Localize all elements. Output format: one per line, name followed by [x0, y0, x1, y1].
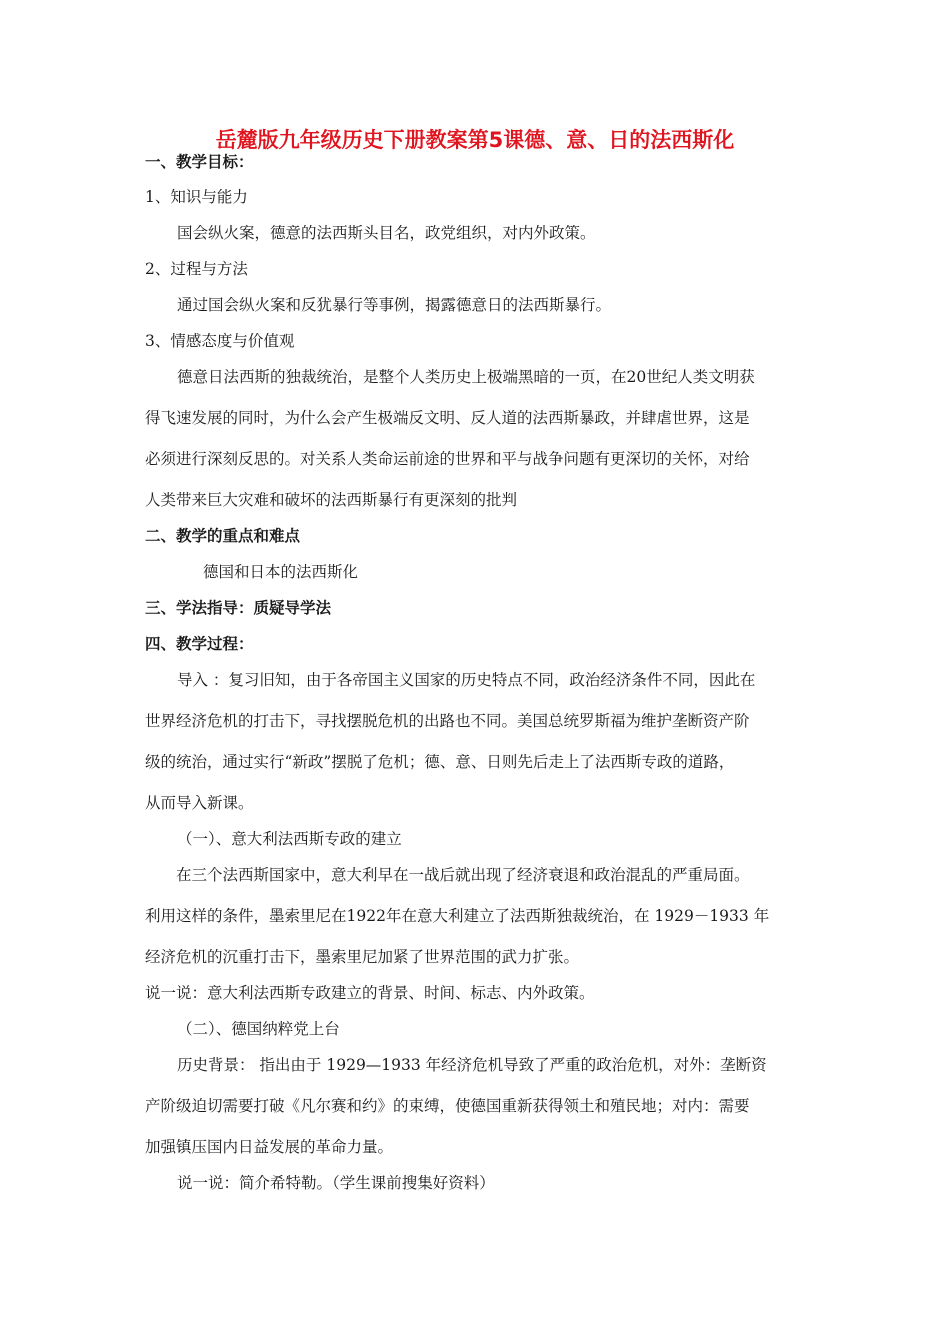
heading-teaching-goals: 一、教学目标：	[145, 153, 254, 171]
paragraph: 通过国会纵火案和反犹暴行等事例，揭露德意日的法西斯暴行。	[177, 296, 612, 314]
paragraph-line: 从而导入新课。	[145, 794, 254, 812]
paragraph-line: 说一说：简介希特勒。（学生课前搜集好资料）	[177, 1174, 495, 1192]
heading-study-method: 三、学法指导：质疑导学法	[145, 599, 332, 617]
subheading-germany: （二）、德国纳粹党上台	[177, 1020, 340, 1038]
subheading-process: 2、过程与方法	[145, 260, 248, 278]
paragraph-line: 说一说：意大利法西斯专政建立的背景、时间、标志、内外政策。	[145, 984, 595, 1002]
document-title: 岳麓版九年级历史下册教案第5课德、意、日的法西斯化	[215, 128, 735, 152]
paragraph-line: 人类带来巨大灾难和破坏的法西斯暴行有更深刻的批判	[145, 491, 518, 509]
paragraph-line: 必须进行深刻反思的。对关系人类命运前途的世界和平与战争问题有更深切的关怀，对给	[145, 450, 750, 468]
paragraph-line: 世界经济危机的打击下，寻找摆脱危机的出路也不同。美国总统罗斯福为维护垄断资产阶	[145, 712, 750, 730]
paragraph-line: 历史背景： 指出由于 1929—1933 年经济危机导致了严重的政治危机，对外：垄断资	[177, 1056, 767, 1074]
subheading-values: 3、情感态度与价值观	[145, 332, 295, 350]
paragraph: 德国和日本的法西斯化	[203, 563, 359, 581]
paragraph-line: 经济危机的沉重打击下，墨索里尼加紧了世界范围的武力扩张。	[145, 948, 580, 966]
paragraph-line: 级的统治，通过实行“新政”摆脱了危机；德、意、日则先后走上了法西斯专政的道路，	[145, 753, 735, 771]
paragraph-line: 导入 ：复习旧知，由于各帝国主义国家的历史特点不同，政治经济条件不同，因此在	[177, 671, 756, 689]
paragraph-line: 得飞速发展的同时，为什么会产生极端反文明、反人道的法西斯暴政，并肆虐世界，这是	[145, 409, 750, 427]
subheading-italy: （一）、意大利法西斯专政的建立	[177, 830, 402, 848]
heading-key-points: 二、教学的重点和难点	[145, 527, 301, 545]
paragraph: 国会纵火案，德意的法西斯头目名，政党组织，对内外政策。	[177, 224, 596, 242]
paragraph-line: 加强镇压国内日益发展的革命力量。	[145, 1138, 394, 1156]
paragraph-line: 产阶级迫切需要打破《凡尔赛和约》的束缚，使德国重新获得领土和殖民地；对内：需要	[145, 1097, 750, 1115]
paragraph-line: 德意日法西斯的独裁统治，是整个人类历史上极端黑暗的一页，在20世纪人类文明获	[177, 368, 755, 386]
subheading-knowledge: 1、知识与能力	[145, 188, 248, 206]
paragraph-line: 在三个法西斯国家中，意大利早在一战后就出现了经济衰退和政治混乱的严重局面。	[176, 866, 750, 884]
paragraph-line: 利用这样的条件，墨索里尼在1922年在意大利建立了法西斯独裁统治，在 1929－1933 年	[145, 907, 770, 925]
heading-teaching-process: 四、教学过程：	[145, 635, 254, 653]
